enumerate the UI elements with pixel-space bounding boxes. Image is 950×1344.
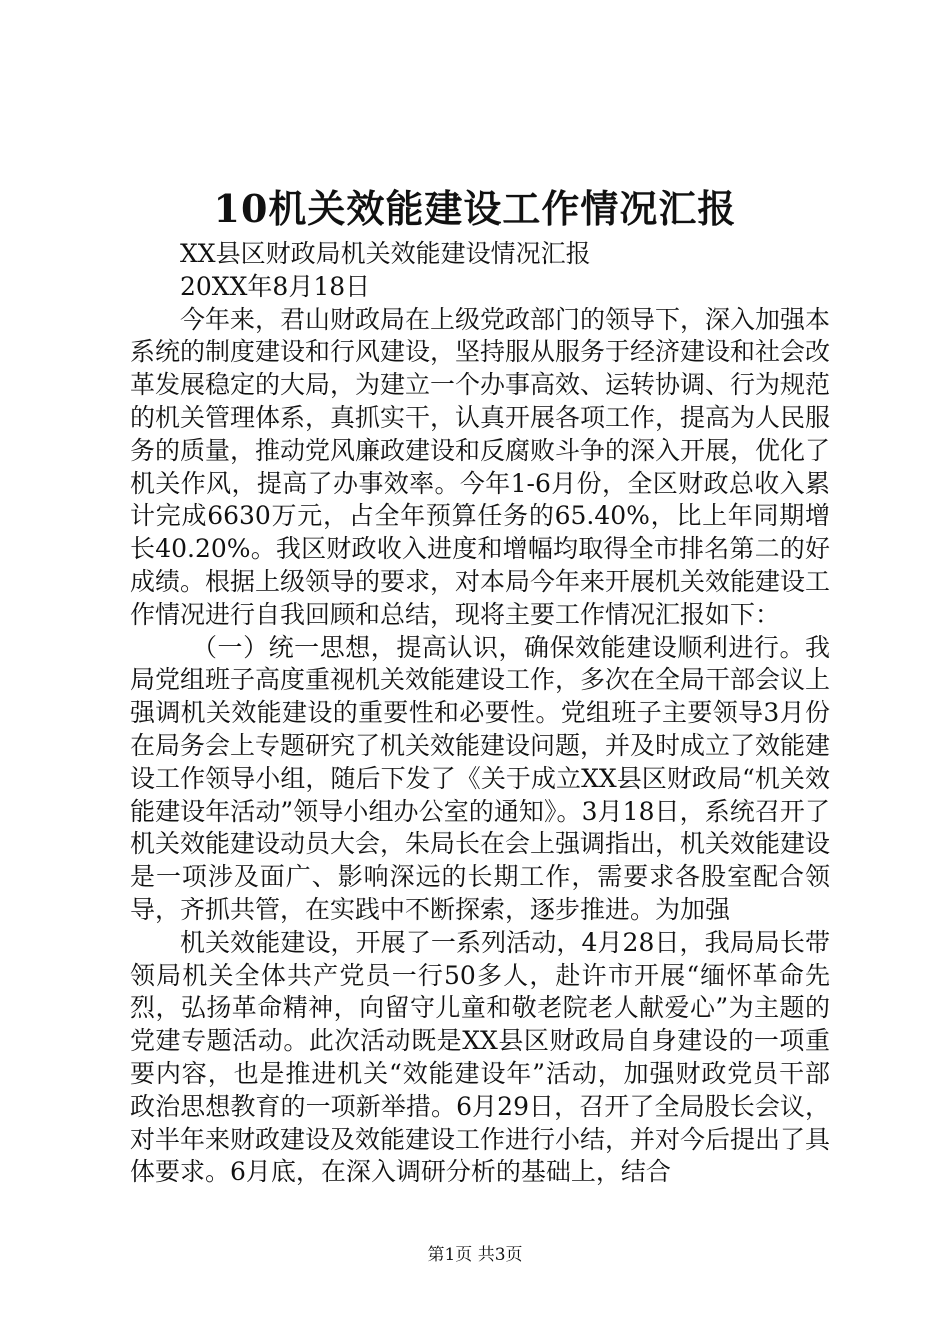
document-title: 10机关效能建设工作情况汇报 xyxy=(213,186,737,231)
body-paragraph: （一）统一思想，提高认识，确保效能建设顺利进行。我局党组班子高度重视机关效能建设工作，多次在全局干部会议上强调机关效能建设的重要性和必要性。党组班子主要领导3月份在局务会上专题研究了机关效能建设问题，并及时成立了效能建设工作领导小组，随后下发了《关于成立XX县区财政局“机关效能建设年活动”领导小组办公室的通知》。3月18日，系统召开了机关效能建设动员大会，朱局长在会上强调指出，机关效能建设是一项涉及面广、影响深远的长期工作，需要求各股室配合领导，齐抓共管，在实践中不断探索，逐步推进。为加强 xyxy=(130,632,831,924)
body-paragraph: 今年来，君山财政局在上级党政部门的领导下，深入加强本系统的制度建设和行风建设，坚持服从服务于经济建设和社会改革发展稳定的大局，为建立一个办事高效、运转协调、行为规范的机关管理体系，真抓实干，认真开展各项工作，提高为人民服务的质量，推动党风廉政建设和反腐败斗争的深入开展，优化了机关作风，提高了办事效率。今年1-6月份，全区财政总收入累计完成6630万元，占全年预算任务的65.40%，比上年同期增长40.20%。我区财政收入进度和增幅均取得全市排名第二的好成绩。根据上级领导的要求，对本局今年来开展机关效能建设工作情况进行自我回顾和总结，现将主要工作情况汇报如下： xyxy=(130,304,831,629)
document-body xyxy=(130,238,830,1189)
document-subtitle: XX县区财政局机关效能建设情况汇报 xyxy=(180,239,591,268)
body-paragraph: 机关效能建设，开展了一系列活动，4月28日，我局局长带领局机关全体共产党员一行50多人，赴许市开展“缅怀革命先烈，弘扬革命精神，向留守儿童和敬老院老人献爱心”为主题的党建专题活动。此次活动既是XX县区财政局自身建设的一项重要内容，也是推进机关“效能建设年”活动，加强财政党员干部政治思想教育的一项新举措。6月29日，召开了全局股长会议，对半年来财政建设及效能建设工作进行小结，并对今后提出了具体要求。6月底，在深入调研分析的基础上，结合 xyxy=(130,927,831,1187)
document-date: 20XX年8月18日 xyxy=(180,271,371,301)
page-footer: 第1页 共3页 xyxy=(427,1245,523,1265)
